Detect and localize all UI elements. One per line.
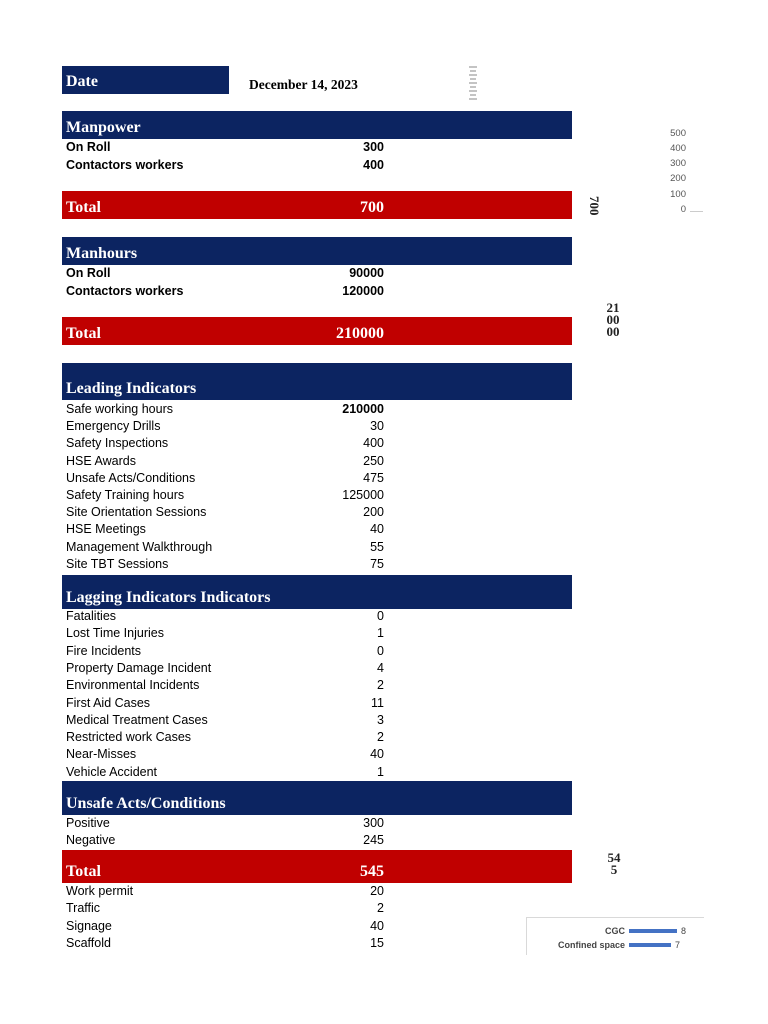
row-value: 0 bbox=[377, 643, 384, 658]
row-value: 40 bbox=[370, 918, 384, 933]
indicator-row bbox=[66, 419, 386, 436]
row-label: On Roll bbox=[66, 140, 111, 154]
stacked-line: 00 bbox=[606, 324, 620, 339]
indicator-row bbox=[66, 696, 386, 713]
axis-tick: 300 bbox=[670, 158, 686, 169]
manhours-total-stacked bbox=[600, 302, 626, 338]
lagging-header bbox=[62, 575, 572, 609]
manpower-total-rotated: 700 bbox=[587, 196, 602, 216]
data-label: 7 bbox=[675, 940, 681, 950]
row-label: HSE Awards bbox=[66, 453, 136, 468]
row-label: Safety Training hours bbox=[66, 488, 185, 502]
row-label: Work permit bbox=[66, 884, 134, 898]
indicator-row bbox=[66, 884, 386, 901]
row-label: Medical Treatment Cases bbox=[66, 712, 208, 727]
row-label: HSE Meetings bbox=[66, 522, 146, 537]
stacked-line: 54 bbox=[607, 850, 621, 865]
row-label: Contactors workers bbox=[66, 284, 184, 298]
unsafe-row bbox=[66, 833, 386, 850]
row-value: 1 bbox=[377, 626, 384, 641]
total-label: Total bbox=[66, 863, 101, 880]
row-value: 245 bbox=[363, 833, 384, 847]
manhours-header bbox=[62, 237, 572, 265]
manpower-title: Manpower bbox=[66, 119, 141, 136]
row-value: 11 bbox=[371, 695, 384, 710]
date-value: December 14, 2023 bbox=[249, 77, 358, 92]
unsafe-header bbox=[62, 781, 572, 815]
lagging-title: Lagging Indicators Indicators bbox=[66, 589, 271, 606]
mini-chart bbox=[526, 917, 704, 955]
unsafe-title: Unsafe Acts/Conditions bbox=[66, 795, 226, 812]
row-label: Emergency Drills bbox=[66, 419, 161, 434]
indicator-row bbox=[66, 730, 386, 747]
axis-tick: 0 bbox=[680, 204, 686, 215]
row-value: 15 bbox=[370, 935, 384, 950]
row-label: Lost Time Injuries bbox=[66, 626, 164, 641]
row-value: 4 bbox=[377, 660, 384, 675]
date-label-cell bbox=[62, 66, 229, 94]
total-value: 700 bbox=[360, 199, 384, 216]
indicator-row bbox=[66, 454, 386, 471]
total-value: 545 bbox=[360, 863, 384, 880]
manhours-total-bar bbox=[62, 317, 572, 345]
row-label: Positive bbox=[66, 816, 110, 830]
unsafe-row bbox=[66, 816, 386, 833]
indicator-row bbox=[66, 644, 386, 661]
row-value: 30 bbox=[370, 419, 384, 434]
row-label: Scaffold bbox=[66, 935, 111, 950]
total-label: Total bbox=[66, 325, 101, 342]
manpower-row bbox=[66, 158, 386, 175]
row-label: Property Damage Incident bbox=[66, 660, 212, 675]
row-value: 2 bbox=[377, 901, 384, 916]
stacked-line: 21 bbox=[606, 300, 620, 315]
row-label: Safe working hours bbox=[66, 402, 174, 416]
indicator-row bbox=[66, 713, 386, 730]
row-value: 200 bbox=[363, 505, 384, 520]
row-value: 1 bbox=[377, 764, 384, 779]
row-label: Restricted work Cases bbox=[66, 730, 192, 745]
manhours-row bbox=[66, 284, 386, 301]
row-value: 90000 bbox=[349, 266, 384, 280]
row-label: Site TBT Sessions bbox=[66, 556, 169, 571]
row-label: Near-Misses bbox=[66, 747, 137, 762]
row-value: 475 bbox=[363, 470, 384, 485]
row-value: 40 bbox=[370, 522, 384, 537]
indicator-row bbox=[66, 505, 386, 522]
row-value: 55 bbox=[370, 539, 384, 554]
total-label: Total bbox=[66, 199, 101, 216]
category-label: CGC bbox=[605, 926, 625, 936]
indicator-row bbox=[66, 522, 386, 539]
row-value: 0 bbox=[377, 609, 384, 623]
manpower-total-bar bbox=[62, 191, 572, 219]
row-value: 3 bbox=[377, 712, 384, 727]
row-value: 120000 bbox=[342, 284, 384, 298]
row-label: Management Walkthrough bbox=[66, 539, 213, 554]
row-value: 210000 bbox=[342, 402, 384, 416]
row-label: Vehicle Accident bbox=[66, 764, 158, 779]
row-value: 400 bbox=[363, 436, 384, 451]
data-label: 8 bbox=[681, 926, 687, 936]
row-value: 2 bbox=[377, 678, 384, 693]
indicator-row bbox=[66, 402, 386, 419]
manpower-row bbox=[66, 140, 386, 157]
date-label: Date bbox=[66, 73, 98, 90]
row-value: 300 bbox=[363, 140, 384, 154]
total-value: 210000 bbox=[336, 325, 384, 342]
indicator-row bbox=[66, 678, 386, 695]
axis-tick: 500 bbox=[670, 128, 686, 139]
indicator-row bbox=[66, 919, 386, 936]
indicator-row bbox=[66, 436, 386, 453]
category-label: Confined space bbox=[557, 940, 625, 950]
indicator-row bbox=[66, 661, 386, 678]
row-label: On Roll bbox=[66, 266, 111, 280]
row-label: Signage bbox=[66, 918, 112, 933]
stacked-line: 00 bbox=[606, 312, 620, 327]
row-label: Unsafe Acts/Conditions bbox=[66, 470, 196, 485]
bar bbox=[629, 943, 671, 947]
row-value: 75 bbox=[370, 556, 384, 571]
stacked-line: 5 bbox=[610, 862, 618, 877]
manhours-title: Manhours bbox=[66, 245, 138, 262]
unsafe-total-stacked bbox=[600, 852, 628, 876]
row-label: Traffic bbox=[66, 901, 101, 916]
indicator-row bbox=[66, 765, 386, 782]
row-label: Environmental Incidents bbox=[66, 678, 200, 693]
indicator-row bbox=[66, 540, 386, 557]
unsafe-total-bar bbox=[62, 850, 572, 883]
row-label: First Aid Cases bbox=[66, 695, 151, 710]
axis-baseline bbox=[690, 211, 703, 212]
axis-tick: 400 bbox=[670, 143, 686, 154]
manpower-header bbox=[62, 111, 572, 139]
bar bbox=[629, 929, 677, 933]
row-label: Fatalities bbox=[66, 609, 117, 623]
mini-bar-chart bbox=[527, 918, 704, 955]
indicator-row bbox=[66, 936, 386, 953]
row-label: Site Orientation Sessions bbox=[66, 505, 207, 520]
row-label: Safety Inspections bbox=[66, 436, 169, 451]
indicator-row bbox=[66, 557, 386, 574]
logo-placeholder bbox=[468, 64, 478, 104]
indicator-row bbox=[66, 471, 386, 488]
row-value: 400 bbox=[363, 158, 384, 172]
row-value: 2 bbox=[377, 730, 384, 745]
row-value: 125000 bbox=[342, 488, 384, 502]
indicator-row bbox=[66, 901, 386, 918]
row-value: 20 bbox=[370, 884, 384, 898]
leading-header bbox=[62, 363, 572, 400]
row-label: Contactors workers bbox=[66, 158, 184, 172]
row-value: 300 bbox=[363, 816, 384, 830]
indicator-row bbox=[66, 488, 386, 505]
indicator-row bbox=[66, 609, 386, 626]
row-label: Negative bbox=[66, 833, 116, 847]
axis-tick: 200 bbox=[670, 173, 686, 184]
indicator-row bbox=[66, 747, 386, 764]
leading-title: Leading Indicators bbox=[66, 380, 197, 397]
axis-tick: 100 bbox=[670, 189, 686, 200]
indicator-row bbox=[66, 626, 386, 643]
row-label: Fire Incidents bbox=[66, 643, 142, 658]
row-value: 250 bbox=[363, 453, 384, 468]
manhours-row bbox=[66, 266, 386, 283]
row-value: 40 bbox=[370, 747, 384, 762]
